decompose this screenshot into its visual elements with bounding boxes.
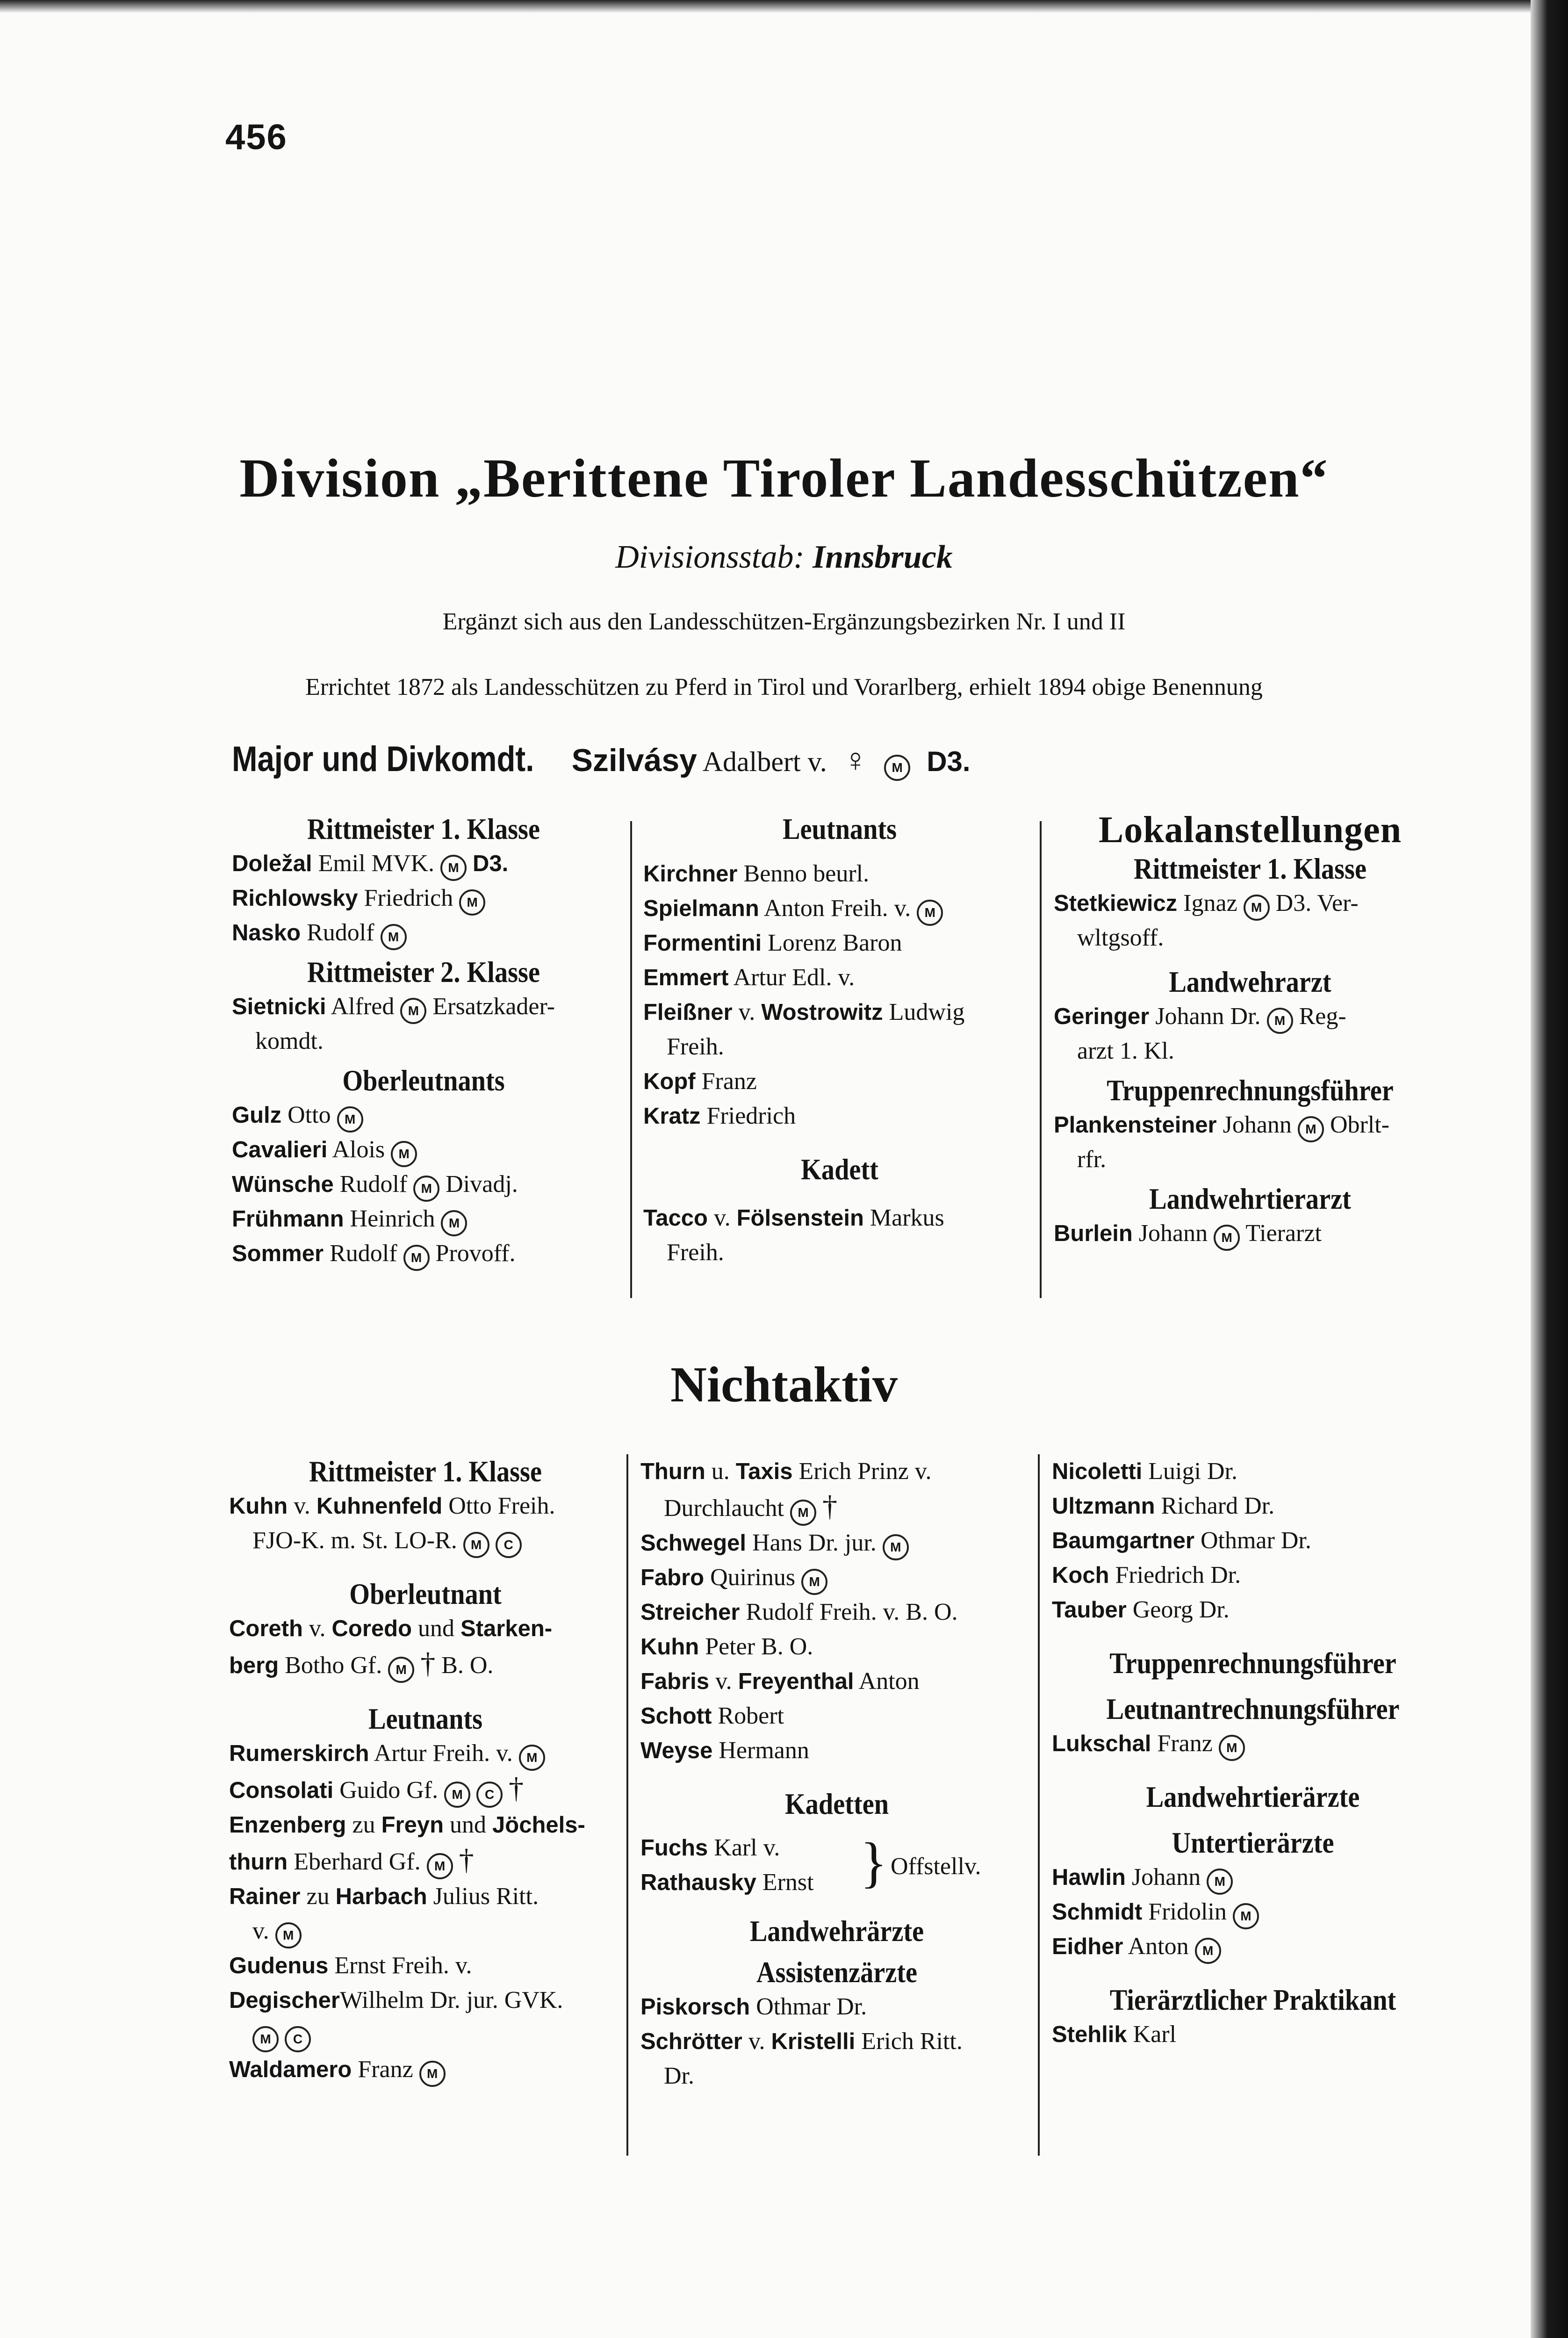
list-item: Stehlik Karl: [1052, 2021, 1177, 2048]
m-icon: M: [1195, 1938, 1221, 1964]
list-item: Streicher Rudolf Freih. v. B. O.: [640, 1599, 958, 1625]
list-item-continuation: Durchlaucht M †: [640, 1489, 1033, 1526]
list-item: Piskorsch Othmar Dr.: [640, 1993, 867, 2020]
list-item: Koch Friedrich Dr.: [1052, 1562, 1241, 1588]
m-icon: M: [440, 855, 467, 881]
list-item: Stetkiewicz Ignaz M D3. Ver-: [1054, 886, 1446, 921]
list-item: Enzenberg zu Freyn und Jöchels-: [229, 1811, 585, 1838]
list-item-continuation: komdt.: [255, 1028, 324, 1054]
heading-landwehrtierarzt: Landwehrtierarzt: [1149, 1182, 1351, 1215]
recruitment-line: Ergänzt sich aus den Landesschützen-Ergänzungsbezirken Nr. I und II: [442, 608, 1126, 635]
column-divider: [626, 1454, 628, 2156]
list-item-continuation: Freih.: [667, 1033, 724, 1060]
m-icon: M: [1219, 1735, 1245, 1761]
m-icon: M: [917, 900, 943, 926]
list-item: DegischerWilhelm Dr. jur. GVK.: [229, 1987, 563, 2013]
m-icon: M: [403, 1245, 430, 1271]
m-icon: M: [790, 1500, 816, 1526]
m-icon: M: [388, 1657, 414, 1683]
m-icon: M: [413, 1176, 439, 1202]
column-divider: [1038, 1454, 1040, 2156]
nichtaktiv-column-2: [640, 1454, 1033, 2093]
cross-icon: †: [509, 1771, 524, 1804]
list-item: Doležal Emil MVK. M D3.: [232, 846, 615, 881]
m-icon: M: [419, 2061, 446, 2087]
major-rank: Major und Divkomdt.: [232, 739, 534, 779]
list-item: Schott Robert: [640, 1703, 784, 1729]
heading-leutnants: Leutnants: [782, 812, 897, 845]
list-item: Frühmann Heinrich M: [232, 1202, 615, 1236]
list-item-continuation: v. M: [229, 1914, 622, 1948]
brace-note: Offstellv.: [891, 1853, 981, 1880]
medal-icon: ♀: [843, 743, 868, 779]
m-icon: M: [441, 1210, 467, 1236]
list-item: Nicoletti Luigi Dr.: [1052, 1458, 1237, 1485]
heading-truppenrechnungsfuehrer: Truppenrechnungsführer: [1107, 1074, 1394, 1107]
list-item: Emmert Artur Edl. v.: [643, 964, 855, 991]
list-item: Ultzmann Richard Dr.: [1052, 1493, 1275, 1519]
aktiv-column-3: [1054, 809, 1446, 1251]
list-item: Thurn u. Taxis Erich Prinz v.: [640, 1458, 932, 1485]
m-icon: M: [444, 1782, 470, 1808]
m-icon: M: [400, 998, 426, 1024]
list-item-continuation: Freih.: [667, 1239, 724, 1266]
list-item: Kratz Friedrich: [643, 1103, 796, 1129]
list-item: Schmidt Fridolin M: [1052, 1895, 1454, 1929]
list-item-continuation: [229, 2018, 622, 2052]
list-item: Baumgartner Othmar Dr.: [1052, 1527, 1311, 1554]
heading-oberleutnant: Oberleutnant: [349, 1577, 502, 1610]
list-item-continuation: FJO-K. m. St. LO-R. M C: [229, 1523, 622, 1558]
staff-place: Innsbruck: [813, 539, 953, 575]
list-item: Schrötter v. Kristelli Erich Ritt.: [640, 2028, 963, 2055]
scan-top-edge: [0, 0, 1568, 13]
list-item: Sommer Rudolf M Provoff.: [232, 1236, 615, 1271]
list-item: Formentini Lorenz Baron: [643, 930, 902, 956]
list-item: Gulz Otto M: [232, 1098, 615, 1133]
list-item: Consolati Guido Gf. M C †: [229, 1771, 622, 1808]
heading-tieraerztlicher-praktikant: Tierärztlicher Praktikant: [1109, 1983, 1396, 2016]
m-icon: M: [337, 1106, 363, 1133]
nichtaktiv-column-1: [229, 1454, 622, 2087]
list-item-continuation: rfr.: [1077, 1146, 1107, 1173]
list-item: Rumerskirch Artur Freih. v. M: [229, 1736, 622, 1771]
list-item: Weyse Hermann: [640, 1737, 809, 1764]
list-item: Kuhn Peter B. O.: [640, 1633, 813, 1660]
list-item: Hawlin Johann M: [1052, 1860, 1454, 1895]
m-icon: M: [427, 1853, 453, 1879]
m-icon: M: [459, 889, 485, 916]
heading-untertieraerzte: Untertierärzte: [1172, 1826, 1334, 1859]
m-icon: M: [391, 1141, 417, 1167]
list-item: Fleißner v. Wostrowitz Ludwig: [643, 999, 965, 1025]
section-nichtaktiv: Nichtaktiv: [670, 1357, 898, 1413]
major-entry: [232, 739, 971, 781]
m-icon: M: [1244, 895, 1270, 921]
m-icon: M: [801, 1569, 827, 1595]
c-icon: C: [285, 2026, 311, 2052]
heading-kadetten: Kadetten: [784, 1787, 889, 1820]
nichtaktiv-column-3: [1052, 1454, 1454, 2052]
list-item: Gudenus Ernst Freih. v.: [229, 1952, 472, 1979]
staff-label: Divisionsstab:: [615, 539, 805, 575]
aktiv-column-2: [643, 812, 1036, 1270]
cross-icon: †: [420, 1646, 436, 1680]
list-item: Fabro Quirinus M: [640, 1560, 1033, 1595]
major-name: Szilvásy: [571, 743, 697, 778]
list-item: Sietnicki Alfred M Ersatzkader-: [232, 989, 615, 1024]
aktiv-column-1: [232, 812, 615, 1271]
m-icon: M: [252, 2026, 279, 2052]
list-item: Richlowsky Friedrich M: [232, 881, 615, 916]
list-item: Kirchner Benno beurl.: [643, 860, 870, 887]
history-line: Errichtet 1872 als Landesschützen zu Pferd in Tirol und Vorarlberg, erhielt 1894 obige Benennung: [305, 674, 1263, 700]
heading-rittmeister-1: Rittmeister 1. Klasse: [307, 812, 540, 845]
list-item-continuation: arzt 1. Kl.: [1077, 1038, 1174, 1064]
list-item: Rathausky Ernst: [640, 1869, 814, 1896]
heading-assistenzaerzte: Assistenzärzte: [756, 1956, 918, 1989]
m-icon: M: [1298, 1116, 1324, 1142]
column-divider: [1040, 821, 1042, 1298]
heading-rittmeister-1: Rittmeister 1. Klasse: [309, 1455, 542, 1488]
list-item: Burlein Johann M Tierarzt: [1054, 1216, 1446, 1251]
list-item: Kuhn v. Kuhnenfeld Otto Freih.: [229, 1493, 555, 1519]
major-given-name: Adalbert v.: [702, 746, 827, 777]
m-icon: M: [883, 1534, 909, 1560]
cross-icon: †: [459, 1843, 474, 1876]
list-item-continuation: berg Botho Gf. M † B. O.: [229, 1646, 622, 1683]
heading-rittmeister-1: Rittmeister 1. Klasse: [1134, 852, 1367, 885]
m-icon: M: [381, 924, 407, 950]
list-item: Cavalieri Alois M: [232, 1133, 615, 1167]
cross-icon: †: [822, 1489, 838, 1523]
m-icon: M: [1233, 1903, 1259, 1929]
m-icon: M: [463, 1532, 489, 1558]
division-staff: [0, 539, 1568, 576]
m-icon: M: [1267, 1008, 1293, 1034]
heading-landwehrtieraerzte: Landwehrtierärzte: [1146, 1780, 1360, 1813]
kadetten-group: [640, 1831, 1033, 1900]
m-icon: M: [1207, 1869, 1233, 1895]
m-icon: M: [519, 1745, 545, 1771]
m-icon: M: [884, 755, 910, 781]
heading-oberleutnants: Oberleutnants: [342, 1064, 505, 1097]
m-icon: M: [1214, 1225, 1240, 1251]
heading-landwehraerzte: Landwehrärzte: [749, 1914, 924, 1948]
page-number: 456: [225, 117, 288, 157]
scan-right-edge: [1531, 0, 1568, 2338]
list-item-continuation: wltgsoff.: [1077, 924, 1164, 951]
heading-kadett: Kadett: [801, 1153, 878, 1186]
heading-leutnantrechnungsfuehrer: Leutnantrechnungsführer: [1106, 1692, 1400, 1725]
list-item: Tauber Georg Dr.: [1052, 1596, 1230, 1623]
heading-leutnants: Leutnants: [368, 1702, 483, 1735]
list-item: Eidher Anton M: [1052, 1929, 1454, 1964]
list-item: Waldamero Franz M: [229, 2052, 622, 2087]
column-divider: [630, 821, 632, 1298]
list-item-continuation: Dr.: [664, 2063, 694, 2089]
c-icon: C: [476, 1782, 503, 1808]
heading-truppenrechnungsfuehrer: Truppenrechnungsführer: [1109, 1646, 1396, 1680]
heading-rittmeister-2: Rittmeister 2. Klasse: [307, 955, 540, 989]
list-item: Coreth v. Coredo und Starken-: [229, 1615, 553, 1642]
list-item: Plankensteiner Johann M Obrlt-: [1054, 1108, 1446, 1142]
list-item: Kopf Franz: [643, 1068, 757, 1095]
brace-icon: }: [860, 1831, 887, 1893]
c-icon: C: [496, 1532, 522, 1558]
list-item: Nasko Rudolf M: [232, 916, 615, 950]
major-suffix: D3.: [927, 746, 971, 777]
division-title: Division „Berittene Tiroler Landesschützen“: [239, 447, 1329, 509]
list-item: Fuchs Karl v.: [640, 1834, 780, 1861]
list-item: Schwegel Hans Dr. jur. M: [640, 1526, 1033, 1560]
list-item: Rainer zu Harbach Julius Ritt.: [229, 1883, 539, 1910]
list-item: Geringer Johann Dr. M Reg-: [1054, 999, 1446, 1034]
m-icon: M: [275, 1922, 302, 1948]
list-item: Lukschal Franz M: [1052, 1726, 1454, 1761]
list-item: Wünsche Rudolf M Divadj.: [232, 1167, 615, 1202]
list-item: Fabris v. Freyenthal Anton: [640, 1668, 920, 1695]
heading-lokalanstellungen: Lokalanstellungen: [1098, 809, 1402, 851]
list-item-continuation: thurn Eberhard Gf. M †: [229, 1842, 622, 1879]
heading-landwehrarzt: Landwehrarzt: [1169, 965, 1331, 998]
list-item: Spielmann Anton Freih. v. M: [643, 891, 1036, 926]
list-item: Tacco v. Fölsenstein Markus: [643, 1205, 944, 1231]
